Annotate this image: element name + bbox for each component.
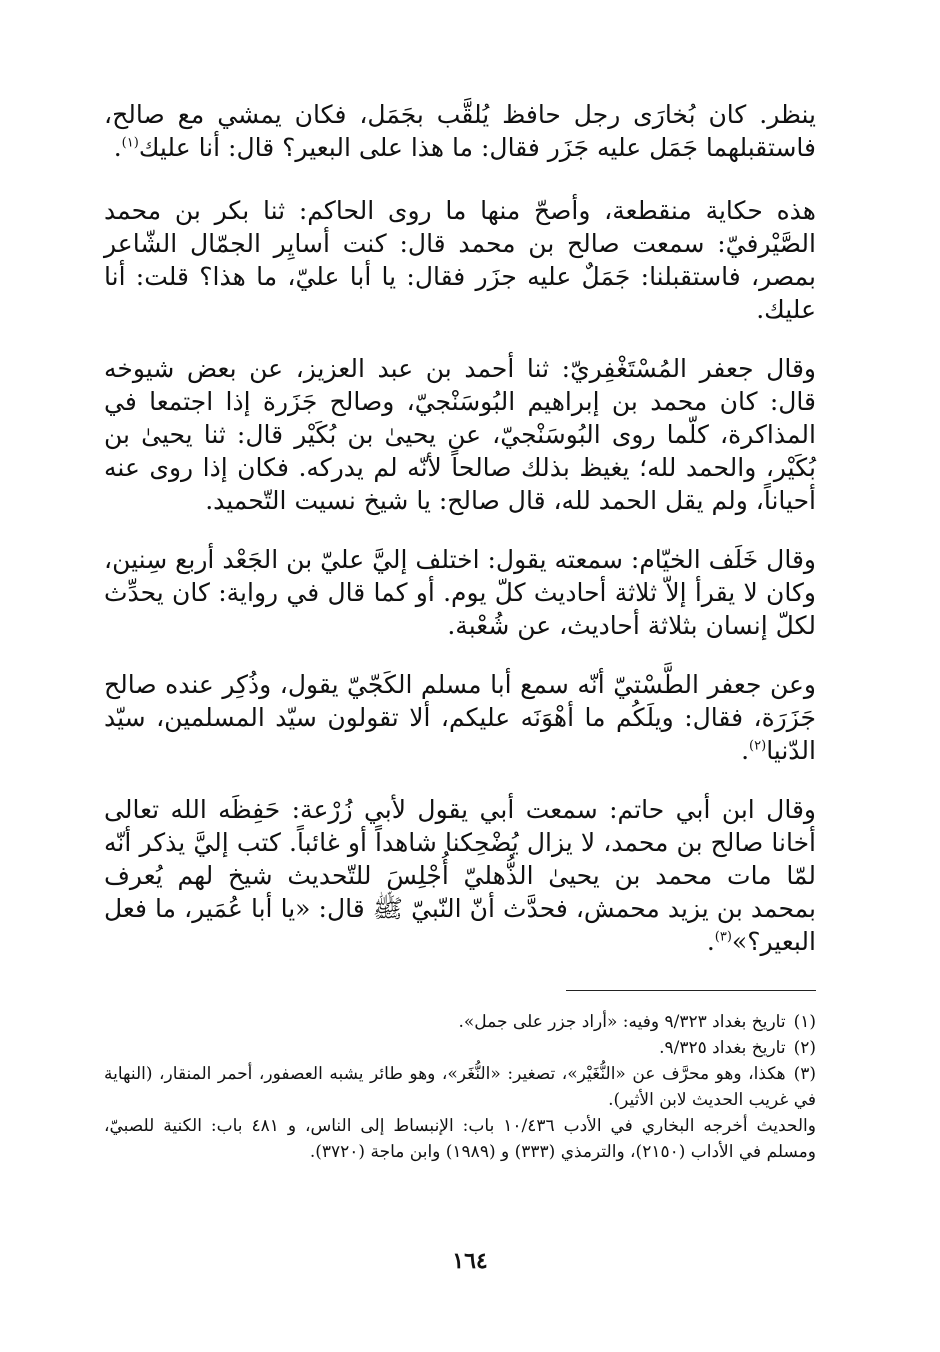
footnote-ref: (٣) (714, 929, 732, 945)
footnote-number: (٢) (793, 1038, 816, 1058)
page-number: ١٦٤ (452, 1248, 488, 1274)
paragraph (104, 352, 816, 517)
footnote-text: تاريخ بغداد ٩/٣٢٣ وفيه: «أراد جزر على جمل». (458, 1012, 786, 1032)
footnote-ref: (١) (121, 135, 139, 151)
paragraph-text: ينظر. كان بُخارَى رجل حافظ يُلقَّب بجَمَل، فكان يمشي مع صالح، فاستقبلهما جَمَل عليه جَزَر فقال: ما هذا على البعير؟ قال: أنا عليك (104, 100, 816, 162)
paragraph-tail: . (741, 736, 750, 765)
paragraph-tail: . (113, 133, 122, 162)
footnotes (104, 1009, 816, 1165)
footnote (104, 1061, 816, 1113)
footnote-continuation: والحديث أخرجه البخاري في الأدب ١٠/٤٣٦ باب: الإنبساط إلى الناس، و ٤٨١ باب: الكنية للصبيّ، ومسلم في الأداب (٢١٥٠)، والترمذي (٣٣٣) و (١٩٨٩) وابن ماجة (٣٧٢٠). (104, 1116, 816, 1162)
footnote (104, 1035, 816, 1061)
paragraph (104, 98, 816, 164)
paragraph-text: وقال جعفر المُسْتَغْفِريّ: ثنا أحمد بن عبد العزيز، عن بعض شيوخه قال: كان محمد بن إبراهيم البُوسَنْجيّ، وصالح جَزَرة إذا اجتمعا في المذاكرة، كلّما روى البُوسَنْجيّ، عن يحيىٰ بن بُكَيْر قال: ثنا يحيىٰ بن بُكَيْر، والحمد لله؛ يغيظ بذلك صالحاً لأنّه لم يدركه. فكان إذا روى عنه أحياناً، ولم يقل الحمد لله، قال صالح: يا شيخ نسيت التّحميد. (104, 354, 816, 515)
paragraph-tail: . (706, 927, 715, 956)
footnote-number: (١) (793, 1012, 816, 1032)
paragraph (104, 543, 816, 642)
paragraph (104, 793, 816, 958)
paragraph-text: وقال خَلَف الخيّام: سمعته يقول: اختلف إليَّ عليّ بن الجَعْد أربع سِنين، وكان لا يقرأ إلاّ ثلاثة أحاديث كلّ يوم. أو كما قال في رواية: كان يحدِّث لكلّ إنسان بثلاثة أحاديث، عن شُعْبة. (104, 545, 816, 640)
footnote (104, 1009, 816, 1035)
paragraph-text: وعن جعفر الطَّسْتيّ أنّه سمع أبا مسلم الكَجّيّ يقول، وذُكِر عنده صالح جَزَرَة، فقال: ويلَكُم ما أهْوَنَه عليكم، ألا تقولون سيّد المسلمين، سيّد الدّنيا (104, 670, 816, 765)
footnote-text: تاريخ بغداد ٩/٣٢٥. (659, 1038, 786, 1058)
footnote-divider (566, 990, 816, 991)
paragraph (104, 668, 816, 767)
footnote-number: (٣) (793, 1064, 816, 1084)
paragraph (104, 194, 816, 326)
paragraph-text: وقال ابن أبي حاتم: سمعت أبي يقول لأبي زُرْعة: حَفِظَه الله تعالى أخانا صالح بن محمد، لا يزال يُضْحِكنا شاهداً أو غائباً. كتب إليَّ يذكر أنّه لمّا مات محمد بن يحيىٰ الذُّهليّ أُجْلِسَ للتّحديث شيخ لهم يُعرف بمحمد بن يزيد محمش، فحدَّث أنّ النّبيّ ﷺ قال: «يا أبا عُمَير، ما فعل البعير؟» (104, 795, 817, 956)
paragraph-text: هذه حكاية منقطعة، وأصحّ منها ما روى الحاكم: ثنا بكر بن محمد الصَّيْرفيّ: سمعت صالح بن محمد قال: كنت أسايِر الجمّال الشّاعر بمصر، فاستقبلنا: جَمَلٌ عليه جزَر فقال: يا أبا عليّ، ما هذا؟ قلت: أنا عليك. (104, 196, 816, 324)
footnote-text: هكذا، وهو محرَّف عن «النُّغَيْر»، تصغير: «النُّغَر»، وهو طائر يشبه العصفور، أحمر المنقار، (النهاية في غريب الحديث لابن الأثير). (104, 1064, 816, 1110)
footnote-ref: (٢) (749, 738, 767, 754)
